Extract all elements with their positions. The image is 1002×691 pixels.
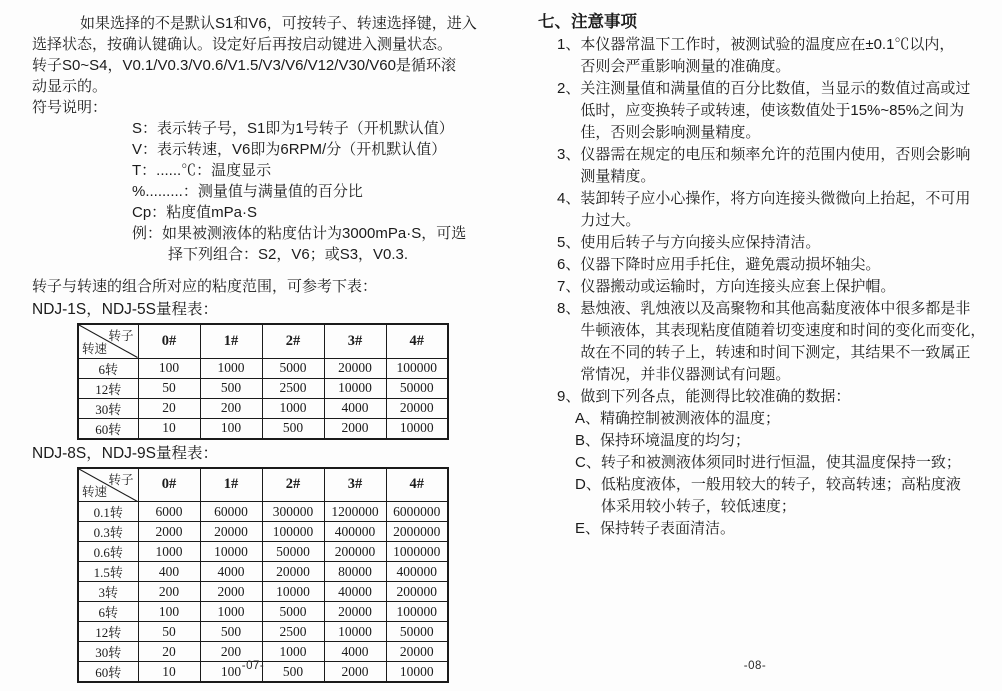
text-line: 低粘度液体，一般用较大的转子，较高转速；高粘度液 <box>600 476 961 493</box>
value-cell: 300000 <box>262 502 324 522</box>
value-cell: 200 <box>138 582 200 602</box>
column-header: 1# <box>200 324 262 358</box>
item-number: 5、 <box>557 234 581 251</box>
symbol-line: Cp：粘度值mPa·S <box>132 204 258 221</box>
symbol-line: V：表示转速，V6即为6RPM/分（开机默认值） <box>132 141 447 158</box>
value-cell: 100000 <box>386 602 448 622</box>
value-cell: 50000 <box>262 542 324 562</box>
note-item-4 <box>538 188 996 232</box>
item-number: 2、 <box>557 80 581 97</box>
range-table-ndj1s-5s <box>77 323 449 440</box>
row-label: 60转 <box>78 662 138 683</box>
value-cell: 400000 <box>324 522 386 542</box>
text-line: 动显示的。 <box>32 78 108 95</box>
item-body <box>580 298 996 386</box>
text-line: 选择状态，按确认键确认。设定好后再按启动键进入测量状态。 <box>32 36 453 53</box>
value-cell: 100 <box>200 418 262 439</box>
text-line: 体采用较小转子，较低速度； <box>600 498 796 515</box>
column-header: 2# <box>262 468 324 502</box>
value-cell: 2000 <box>324 662 386 683</box>
value-cell: 10000 <box>386 662 448 683</box>
symbol-line: 择下列组合：S2，V6；或S3，V0.3. <box>168 246 409 263</box>
row-label: 3转 <box>78 582 138 602</box>
value-cell: 400000 <box>386 562 448 582</box>
item-body <box>580 386 996 408</box>
table2-title: NDJ-8S，NDJ-9S量程表： <box>32 444 219 462</box>
table-row <box>78 358 448 378</box>
subitem-letter: D、 <box>575 476 601 493</box>
value-cell: 20000 <box>262 562 324 582</box>
column-header: 4# <box>386 324 448 358</box>
text-line: 装卸转子应小心操作，将方向连接头微微向上抬起，不可用 <box>580 190 971 207</box>
corner-label-top: 转子 <box>108 472 134 487</box>
row-label: 0.6转 <box>78 542 138 562</box>
column-header: 1# <box>200 468 262 502</box>
value-cell: 1000 <box>138 542 200 562</box>
value-cell: 2500 <box>262 622 324 642</box>
value-cell: 2000 <box>138 522 200 542</box>
row-label: 6转 <box>78 358 138 378</box>
value-cell: 500 <box>262 662 324 683</box>
value-cell: 10000 <box>386 418 448 439</box>
page-07 <box>32 0 504 683</box>
note-item-9 <box>538 386 996 408</box>
row-label: 12转 <box>78 378 138 398</box>
note-item-6 <box>538 254 996 276</box>
note-subitem-e <box>575 518 996 540</box>
symbols-heading: 符号说明： <box>32 99 108 116</box>
value-cell: 500 <box>262 418 324 439</box>
note-item-7 <box>538 276 996 298</box>
subitem-body <box>601 452 996 474</box>
value-cell: 20 <box>138 398 200 418</box>
column-header: 0# <box>138 468 200 502</box>
item-number: 7、 <box>557 278 581 295</box>
page-08 <box>538 0 996 540</box>
column-header: 3# <box>324 324 386 358</box>
item-body <box>580 78 996 144</box>
column-header: 0# <box>138 324 200 358</box>
symbol-line: S：表示转子号，S1即为1号转子（开机默认值） <box>132 120 454 137</box>
table-row <box>78 418 448 439</box>
text-line: 牛顿液体，其表现粘度值随着切变速度和时间的变化而变化， <box>580 322 986 339</box>
item-number: 9、 <box>557 388 581 405</box>
item-body <box>580 276 996 298</box>
note-subitem-a <box>575 408 996 430</box>
value-cell: 10000 <box>200 542 262 562</box>
text-line: 转子S0~S4，V0.1/V0.3/V0.6/V1.5/V3/V6/V12/V30/V60是循环滚 <box>32 57 456 74</box>
subitem-body <box>600 518 996 540</box>
value-cell: 2500 <box>262 378 324 398</box>
value-cell: 100000 <box>386 358 448 378</box>
text-line: 仪器需在规定的电压和频率允许的范围内使用，否则会影响 <box>580 146 971 163</box>
subitem-body <box>600 430 996 452</box>
value-cell: 40000 <box>324 582 386 602</box>
row-label: 30转 <box>78 642 138 662</box>
page-number-08: -08- <box>743 660 767 672</box>
value-cell: 20000 <box>324 602 386 622</box>
table-corner-cell <box>78 324 138 358</box>
corner-label-bottom: 转速 <box>82 485 108 499</box>
subitem-letter: C、 <box>575 454 601 471</box>
text-line: 力过大。 <box>580 212 641 229</box>
text-line: 故在不同的转子上，转速和时间下测定，其结果不一致属正 <box>580 344 971 361</box>
row-label: 60转 <box>78 418 138 439</box>
value-cell: 10000 <box>262 582 324 602</box>
value-cell: 1000 <box>262 398 324 418</box>
note-item-5 <box>538 232 996 254</box>
item-number: 4、 <box>557 190 581 207</box>
item-body <box>580 188 996 232</box>
row-label: 12转 <box>78 622 138 642</box>
item-body <box>580 34 996 78</box>
intro-paragraph <box>32 0 504 97</box>
value-cell: 4000 <box>324 398 386 418</box>
note-item-2 <box>538 78 996 144</box>
value-cell: 60000 <box>200 502 262 522</box>
table-row <box>78 582 448 602</box>
text-line: 仪器搬动或运输时，方向连接头应套上保护帽。 <box>580 278 896 295</box>
value-cell: 200000 <box>386 582 448 602</box>
row-label: 0.3转 <box>78 522 138 542</box>
value-cell: 100000 <box>262 522 324 542</box>
item-body <box>580 232 996 254</box>
symbol-line: 例：如果被测液体的粘度估计为3000mPa·S，可选 <box>132 225 467 242</box>
table-row <box>78 522 448 542</box>
table-row <box>78 398 448 418</box>
table-row <box>78 542 448 562</box>
item-body <box>580 144 996 188</box>
value-cell: 1000000 <box>386 542 448 562</box>
value-cell: 20000 <box>324 358 386 378</box>
value-cell: 10 <box>138 418 200 439</box>
value-cell: 400 <box>138 562 200 582</box>
value-cell: 10 <box>138 662 200 683</box>
table1-title: NDJ-1S，NDJ-5S量程表： <box>32 301 219 318</box>
value-cell: 50000 <box>386 378 448 398</box>
value-cell: 500 <box>200 378 262 398</box>
table-row <box>78 622 448 642</box>
column-header: 2# <box>262 324 324 358</box>
value-cell: 1200000 <box>324 502 386 522</box>
value-cell: 6000000 <box>386 502 448 522</box>
symbols-list <box>32 118 504 265</box>
notes-list <box>538 32 996 540</box>
text-line: 常情况，并非仪器测试有问题。 <box>580 366 791 383</box>
text-line: 精确控制被测液体的温度； <box>600 410 781 427</box>
note-subitem-b <box>575 430 996 452</box>
value-cell: 80000 <box>324 562 386 582</box>
value-cell: 2000 <box>200 582 262 602</box>
range-table-ndj8s-9s <box>77 467 449 684</box>
subitem-letter: E、 <box>575 520 601 537</box>
page-number-07: -07- <box>241 660 265 672</box>
item-number: 6、 <box>557 256 581 273</box>
text-line: 测量精度。 <box>580 168 656 185</box>
text-line: 仪器下降时应用手托住，避免震动损坏轴尖。 <box>580 256 881 273</box>
corner-label-bottom: 转速 <box>82 341 108 356</box>
value-cell: 5000 <box>262 358 324 378</box>
value-cell: 500 <box>200 622 262 642</box>
value-cell: 50 <box>138 622 200 642</box>
table-row <box>78 562 448 582</box>
column-header: 4# <box>386 468 448 502</box>
text-line: 佳，否则会影响测量精度。 <box>580 124 761 141</box>
value-cell: 4000 <box>324 642 386 662</box>
value-cell: 1000 <box>200 602 262 622</box>
value-cell: 1000 <box>200 358 262 378</box>
value-cell: 50 <box>138 378 200 398</box>
row-label: 0.1转 <box>78 502 138 522</box>
table-header-row <box>78 468 448 502</box>
text-line: 使用后转子与方向接头应保持清洁。 <box>580 234 821 251</box>
row-label: 1.5转 <box>78 562 138 582</box>
subitem-body <box>601 474 996 518</box>
symbol-line: T：......℃：温度显示 <box>132 162 272 179</box>
value-cell: 100 <box>138 358 200 378</box>
row-label: 30转 <box>78 398 138 418</box>
value-cell: 4000 <box>200 562 262 582</box>
text-line: 如果选择的不是默认S1和V6，可按转子、转速选择键，进入 <box>80 15 477 32</box>
value-cell: 200 <box>200 398 262 418</box>
item-body <box>580 254 996 276</box>
column-header: 3# <box>324 468 386 502</box>
row-label: 6转 <box>78 602 138 622</box>
tables-intro: 转子与转速的组合所对应的粘度范围，可参考下表： <box>32 278 378 295</box>
value-cell: 20 <box>138 642 200 662</box>
text-line: 保持转子表面清洁。 <box>600 520 736 537</box>
table-header-row <box>78 324 448 358</box>
table-row <box>78 602 448 622</box>
value-cell: 20000 <box>200 522 262 542</box>
item-number: 3、 <box>557 146 581 163</box>
value-cell: 6000 <box>138 502 200 522</box>
table-row <box>78 378 448 398</box>
note-item-1 <box>538 34 996 78</box>
value-cell: 5000 <box>262 602 324 622</box>
value-cell: 50000 <box>386 622 448 642</box>
note-subitem-d <box>575 474 996 518</box>
text-line: 否则会严重影响测量的准确度。 <box>580 58 791 75</box>
text-line: 转子和被测液体须同时进行恒温，使其温度保持一致； <box>600 454 961 471</box>
value-cell: 100 <box>200 662 262 683</box>
value-cell: 200000 <box>324 542 386 562</box>
table-row <box>78 642 448 662</box>
note-item-8 <box>538 298 996 386</box>
value-cell: 10000 <box>324 378 386 398</box>
value-cell: 1000 <box>262 642 324 662</box>
item-number: 8、 <box>557 300 581 317</box>
note-item-3 <box>538 144 996 188</box>
text-line: 悬烛液、乳烛液以及高聚物和其他高黏度液体中很多都是非 <box>580 300 971 317</box>
value-cell: 20000 <box>386 642 448 662</box>
section-heading: 七、注意事项 <box>538 13 637 31</box>
value-cell: 200 <box>200 642 262 662</box>
subitem-letter: A、 <box>575 410 601 427</box>
value-cell: 2000000 <box>386 522 448 542</box>
value-cell: 20000 <box>386 398 448 418</box>
note-subitem-c <box>575 452 996 474</box>
table-row <box>78 502 448 522</box>
text-line: 做到下列各点，能测得比较准确的数据： <box>580 388 851 405</box>
symbol-line: %.........：测量值与满量值的百分比 <box>132 183 363 200</box>
value-cell: 100 <box>138 602 200 622</box>
text-line: 关注测量值和满量值的百分比数值，当显示的数值过高或过 <box>580 80 971 97</box>
item-number: 1、 <box>557 36 581 53</box>
subitem-letter: B、 <box>575 432 601 449</box>
table-corner-cell <box>78 468 138 502</box>
subitem-body <box>600 408 996 430</box>
text-line: 保持环境温度的均匀； <box>600 432 751 449</box>
corner-label-top: 转子 <box>108 329 134 343</box>
value-cell: 10000 <box>324 622 386 642</box>
text-line: 低时，应变换转子或转速，使该数值处于15%~85%之间为 <box>580 102 965 119</box>
value-cell: 2000 <box>324 418 386 439</box>
text-line: 本仪器常温下工作时，被测试验的温度应在±0.1℃以内， <box>580 36 955 53</box>
